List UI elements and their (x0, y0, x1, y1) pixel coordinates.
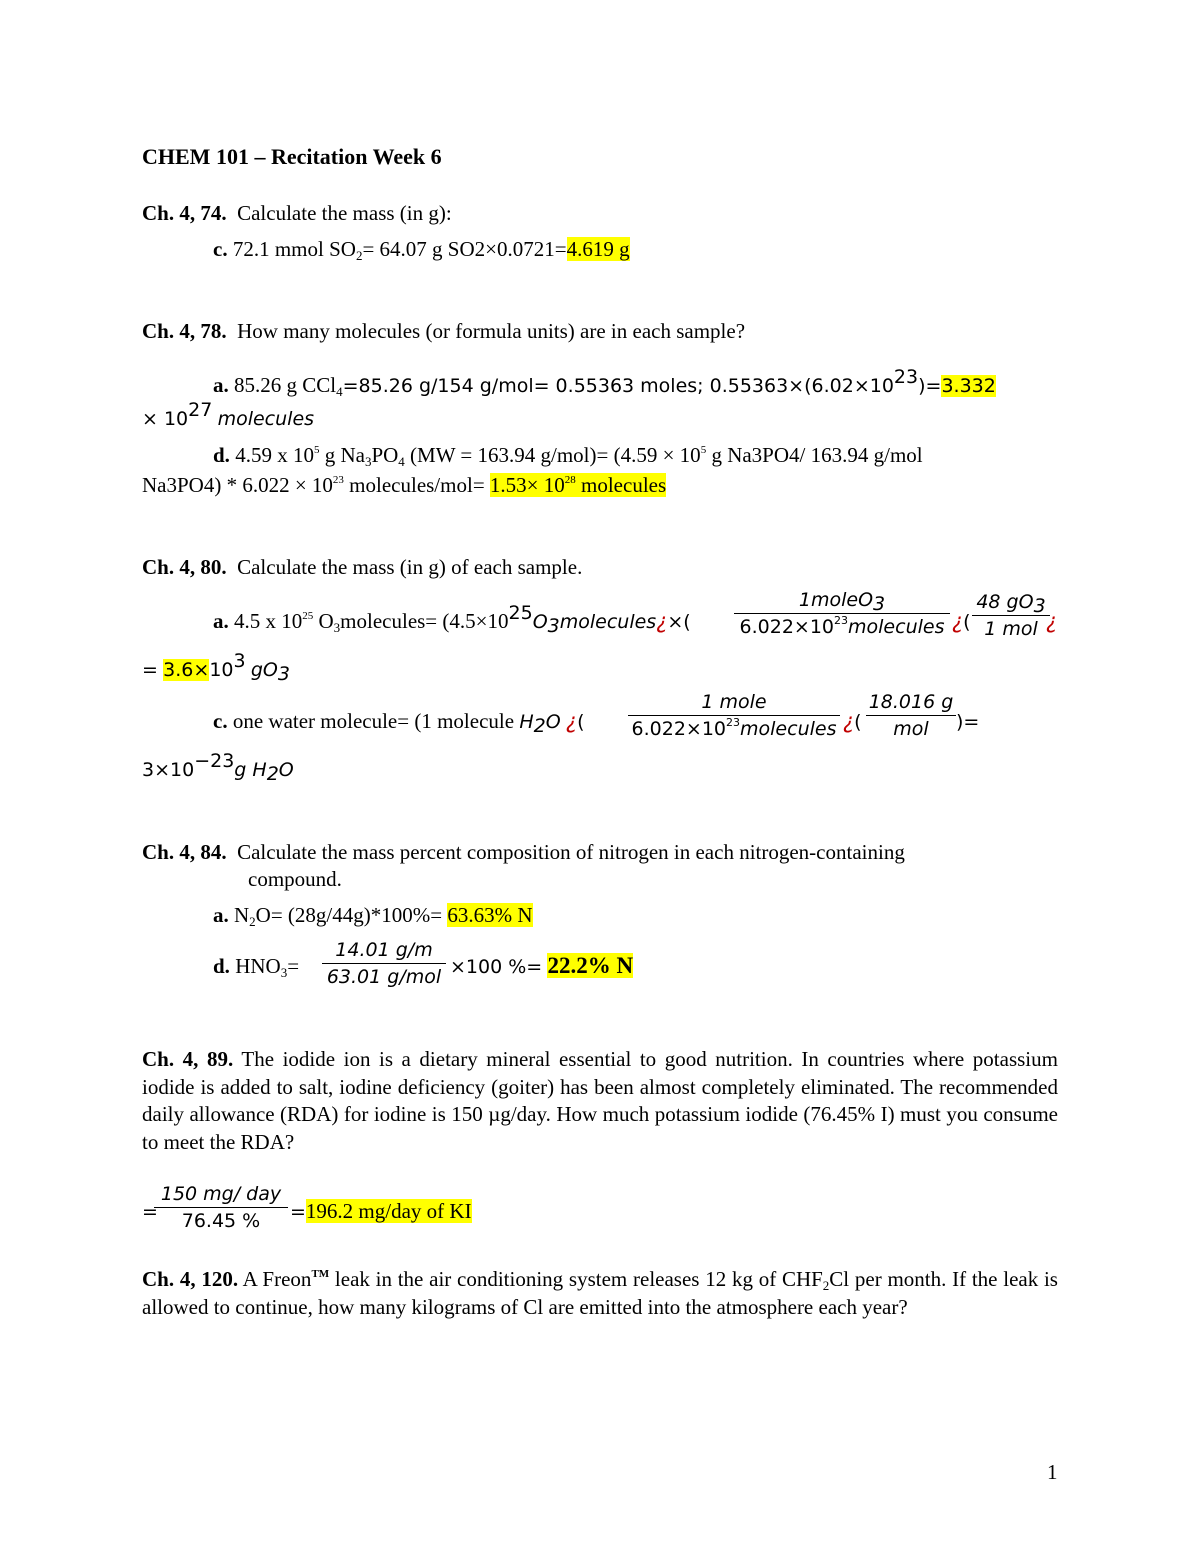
glyph: ¿ (1046, 609, 1058, 633)
question-74 (142, 200, 452, 226)
fraction-numerator: 48 gO (976, 591, 1034, 613)
operator: ×( (667, 611, 691, 633)
question-84-part-a: a. $N_2O= (28g/44g)*100\%= 63.63\%$ N (213, 903, 533, 929)
fraction-denominator: 76.45 % (181, 1210, 261, 1232)
fraction-molar-mass (866, 690, 956, 741)
glyph: ¿ (952, 609, 964, 633)
page-title: CHEM 101 – Recitation Week 6 (142, 144, 442, 169)
part-text: H (519, 711, 534, 733)
part-equation: = 64.07 g SO2×0.0721= (362, 237, 567, 261)
question-78-part-a-cont: × $10^{27}$ molecules (142, 399, 315, 430)
highlighted-answer: molecules (575, 473, 667, 497)
part-text: O (532, 611, 548, 633)
glyph-group: ¿( (843, 709, 862, 733)
part-text: molecules (559, 611, 657, 633)
glyph-end (1046, 608, 1057, 634)
glyph: ¿ (843, 709, 855, 733)
question-prompt: Calculate the mass percent composition of nitrogen in each nitrogen-containing (237, 840, 905, 864)
fraction-numerator: 18.016 g (868, 691, 954, 713)
part-text: O (313, 609, 334, 633)
question-80-part-a-result: = $3.6\times 10^3$ $gO_3$ (142, 650, 290, 685)
fraction-numerator: 1 mole (701, 691, 767, 713)
part-label: c. (213, 709, 228, 733)
question-89-answer (290, 1198, 472, 1225)
highlighted-answer: 22.2% N (547, 953, 634, 978)
part-text: 85.26 g CCl (234, 373, 337, 397)
fraction-denominator: 6.022×10 (631, 718, 727, 740)
fraction-denominator-unit: molecules (740, 718, 837, 740)
question-84-part-d: d. $HNO_3=$ (213, 954, 300, 980)
question-78-part-a: a. 85.26 g CCl$_4$=85.26 g/154 g/mol= 0.55363 moles; $0.55363\times(6.02\times 10^{23})=3.332$ (213, 366, 996, 399)
operator: = (142, 659, 158, 681)
part-label: c. (213, 237, 228, 261)
fraction-mole-per-molecules: 1 mole $6.022\times 10^{23}molecules$ (628, 690, 840, 741)
part-text: Na3PO4) * 6.022 × 10 (142, 473, 333, 497)
glyph-group: ¿( (952, 609, 971, 633)
operator: ×100 %= (450, 956, 543, 978)
part-label: a. (213, 609, 229, 633)
question-120: Ch. 4, 120. A Freon™ leak in the air conditioning system releases 12 kg of $CHF_2Cl$ per month. If the leak is allowed to continue, how many kilograms of Cl are emitted into the atmosphere each year? (142, 1267, 1058, 1319)
fraction-nitrogen-mass (322, 938, 446, 989)
part-equation: × 10 (142, 408, 189, 430)
fraction-grams-per-mol: 48 $gO_3$ 1 mol (972, 590, 1050, 641)
question-84-part-d-rest (450, 953, 633, 980)
question-text: A Freon (238, 1267, 312, 1291)
part-text: molecules= (4.5×10 (340, 609, 509, 633)
question-label: Ch. 4, 84. (142, 840, 227, 864)
part-text: (MW = 163.94 g/mol)= (4.59 × 10 (404, 443, 701, 467)
exponent: −23 (194, 750, 235, 772)
question-78-part-d: d. 4.59 x $10^5$ g $Na_3PO_4$ (MW = 163.94 $g/mol)= (4.59 \times 10^5$ g Na3PO4/ 163.94 g/mol (213, 443, 923, 469)
fraction-denominator: 63.01 g/mol (326, 966, 442, 988)
part-text: HNO (235, 954, 281, 978)
question-text: leak in the air conditioning system releases 12 kg of CHF (329, 1267, 823, 1291)
question-84-cont (248, 866, 342, 892)
highlighted-answer: 63.63% N (447, 903, 533, 927)
highlighted-answer: 196.2 mg/day of KI (305, 1199, 472, 1223)
question-prompt: Calculate the mass (in g) of each sample. (237, 555, 583, 579)
fraction-denominator-unit: molecules (848, 616, 945, 638)
fraction-denominator: 6.022×10 (739, 616, 835, 638)
part-text: one water molecule= (1 molecule (232, 709, 520, 733)
glyph: ¿ (656, 609, 668, 633)
part-equation: 3×10 (142, 759, 195, 781)
question-prompt: compound. (248, 867, 342, 891)
question-84 (142, 839, 905, 865)
operator: = (287, 954, 300, 978)
question-80 (142, 554, 582, 580)
part-text: molecules/mol= (343, 473, 485, 497)
fraction-numerator: 150 mg/ day (160, 1183, 282, 1205)
operator: )= (956, 711, 980, 733)
question-text: Cl per month. If the leak is allowed to continue, how many kilograms of Cl are emitted into the atmosphere each year? (142, 1267, 1058, 1319)
question-label: Ch. 4, 78. (142, 319, 227, 343)
part-label: d. (213, 443, 230, 467)
question-80-part-c: c. one water molecule= (1 molecule $H_2O$ ¿( (213, 709, 585, 737)
highlighted-answer: 3.6× (163, 659, 210, 681)
trademark: TM (311, 1268, 330, 1280)
question-prompt: How many molecules (or formula units) are in each sample? (237, 319, 746, 343)
part-text: 72.1 mmol SO (232, 237, 356, 261)
part-text: PO (371, 443, 399, 467)
part-text: O= (28g/44g)*100%= (255, 903, 443, 927)
question-label: Ch. 4, 120. (142, 1267, 239, 1291)
page-number: 1 (1047, 1460, 1058, 1484)
fraction-denominator: 1 mol (984, 618, 1038, 640)
highlighted-answer: 4.619 g (566, 237, 630, 261)
question-80-part-a: a. 4.5 x $10^{25}$ $O_3molecules=$ ($4.5\times 10^{25}O_3molecules¿\times$( (213, 602, 691, 637)
fraction-denominator: mol (893, 718, 929, 740)
glyph: ¿ (565, 709, 578, 733)
unit: g H (234, 759, 267, 781)
question-74-part-c: c. 72.1 mmol $SO_2= 64.07$ g SO2×0.0721=4.619 g (213, 237, 630, 263)
part-label: a. (213, 373, 229, 397)
question-text: The iodide ion is a dietary mineral essential to good nutrition. In countries where potassium iodide is added to salt, iodine deficiency (goiter) has been almost completely eliminated. The recommended daily allowance (RDA) for iodine is 150 µg/day. How much potassium iodide (76.45% I) must you consume to meet the RDA? (142, 1047, 1058, 1154)
part-label: d. (213, 954, 230, 978)
question-78 (142, 318, 745, 344)
question-89 (142, 1046, 1058, 1156)
part-text: g Na (319, 443, 365, 467)
question-78-part-d-cont: $Na3PO4) * 6.022 \times 10^{23}$ molecules/mol= $1.53\times 10^{28}$ molecules (142, 473, 667, 497)
part-close: )= (918, 375, 942, 397)
fraction-moles-per-molecules: 1moleO$_3$ $6.022\times 10^{23}molecules$ (734, 588, 950, 639)
highlighted-answer: 3.332 (941, 375, 996, 397)
operator: = (142, 1201, 158, 1223)
fraction-rda (154, 1182, 288, 1233)
part-text: 4.5 x 10 (234, 609, 303, 633)
fraction-numerator: 1moleO (798, 589, 874, 611)
highlighted-answer: 1.53× 10 (489, 473, 565, 497)
operator: = (290, 1201, 306, 1223)
part-label: a. (213, 903, 229, 927)
part-text: 4.59 x 10 (235, 443, 314, 467)
unit: molecules (217, 408, 315, 430)
question-label: Ch. 4, 80. (142, 555, 227, 579)
unit: gO (250, 659, 278, 681)
close-group (956, 708, 979, 735)
part-text: g Na3PO4/ 163.94 g/mol (706, 443, 923, 467)
part-equation: =85.26 g/154 g/mol= 0.55363 moles; 0.55363×(6.02×10 (342, 375, 894, 397)
question-label: Ch. 4, 74. (142, 201, 227, 225)
question-80-part-c-result: $3\times 10^{-23}g$ $H_2O$ (142, 750, 294, 785)
question-label: Ch. 4, 89. (142, 1047, 234, 1071)
fraction-numerator: 14.01 g/m (335, 939, 433, 961)
part-equation: 10 (209, 659, 234, 681)
part-text: N (234, 903, 250, 927)
question-prompt: Calculate the mass (in g): (237, 201, 452, 225)
